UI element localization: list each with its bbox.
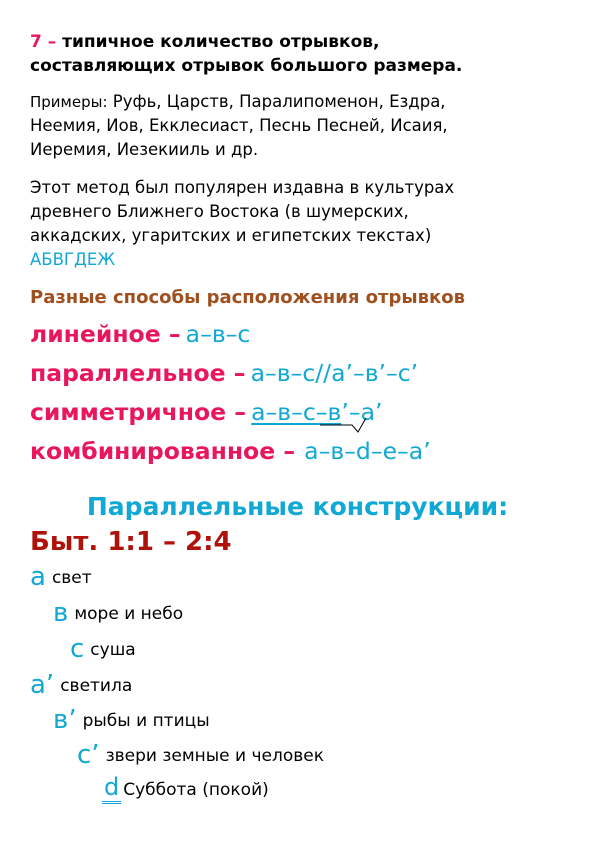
- parallel-row-b-prime: [53, 705, 210, 735]
- section-header: [30, 30, 462, 78]
- section-number: 7 –: [30, 32, 57, 52]
- row-letter: в: [53, 598, 69, 628]
- method-line-3: аккадских, угаритских и египетских текстах): [30, 226, 432, 245]
- examples-line-2: Неемия, Иов, Екклесиаст, Песнь Песней, Исаия,: [30, 116, 448, 135]
- combined-bracket-mark: [318, 415, 378, 433]
- arrangement-sequence: а–в–с//а’–в’–с’: [250, 359, 419, 387]
- row-text: светила: [60, 676, 133, 696]
- examples-line-1: Руфь, Царств, Паралипоменон, Ездра,: [112, 92, 446, 111]
- parallel-row-a-prime: [30, 670, 132, 700]
- arrangement-label: параллельное –: [30, 359, 246, 387]
- parallel-row-c: [70, 634, 136, 664]
- header-line-1: типичное количество отрывков,: [62, 32, 380, 52]
- arrangement-linear: [30, 316, 431, 355]
- arrangement-sequence-underlined: а–в–с–в: [251, 398, 342, 426]
- parallel-row-d: [102, 773, 269, 801]
- header-line-2: составляющих отрывок большого размера.: [30, 56, 463, 76]
- parallel-row-a: [30, 562, 92, 592]
- row-text: море и небо: [74, 604, 184, 624]
- row-text: Суббота (покой): [123, 780, 269, 800]
- arrangement-sequence: а–в–d–е–а’: [304, 437, 431, 465]
- method-block: [30, 176, 454, 272]
- examples-block: [30, 90, 448, 162]
- method-line-1: Этот метод был популярен издавна в культурах: [30, 178, 455, 197]
- parallel-row-c-prime: [77, 740, 324, 770]
- parallel-title: Параллельные конструкции:: [86, 492, 509, 521]
- scripture-reference: Быт. 1:1 – 2:4: [30, 527, 232, 557]
- row-text: рыбы и птицы: [82, 711, 210, 731]
- arrangement-label: линейное –: [30, 320, 181, 348]
- arrangement-label: симметричное –: [30, 398, 247, 426]
- row-letter: d: [102, 773, 121, 804]
- method-line-2: древнего Ближнего Востока (в шумерских,: [30, 202, 409, 221]
- arrangement-combined: [30, 433, 431, 472]
- examples-label: Примеры:: [30, 93, 108, 111]
- row-letter: а’: [30, 670, 55, 700]
- row-text: свет: [51, 568, 92, 588]
- row-letter: в’: [53, 705, 77, 735]
- examples-line-3: Иеремия, Иезекииль и др.: [30, 140, 259, 159]
- arrangements-heading: Разные способы расположения отрывков: [30, 287, 465, 308]
- arrangements-list: [30, 316, 431, 472]
- arrangement-sequence-rest: ’–а’: [341, 398, 383, 426]
- method-letters: АБВГДЕЖ: [30, 250, 116, 269]
- parallel-row-b: [53, 598, 183, 628]
- row-letter: с: [70, 634, 85, 664]
- row-letter: с’: [77, 740, 100, 770]
- row-letter: а: [30, 562, 46, 592]
- arrangement-sequence: а–в–с: [185, 320, 251, 348]
- arrangement-parallel: [30, 355, 431, 394]
- row-text: звери земные и человек: [105, 746, 325, 766]
- row-text: суша: [90, 640, 136, 660]
- arrangement-label: комбинированное –: [30, 437, 296, 465]
